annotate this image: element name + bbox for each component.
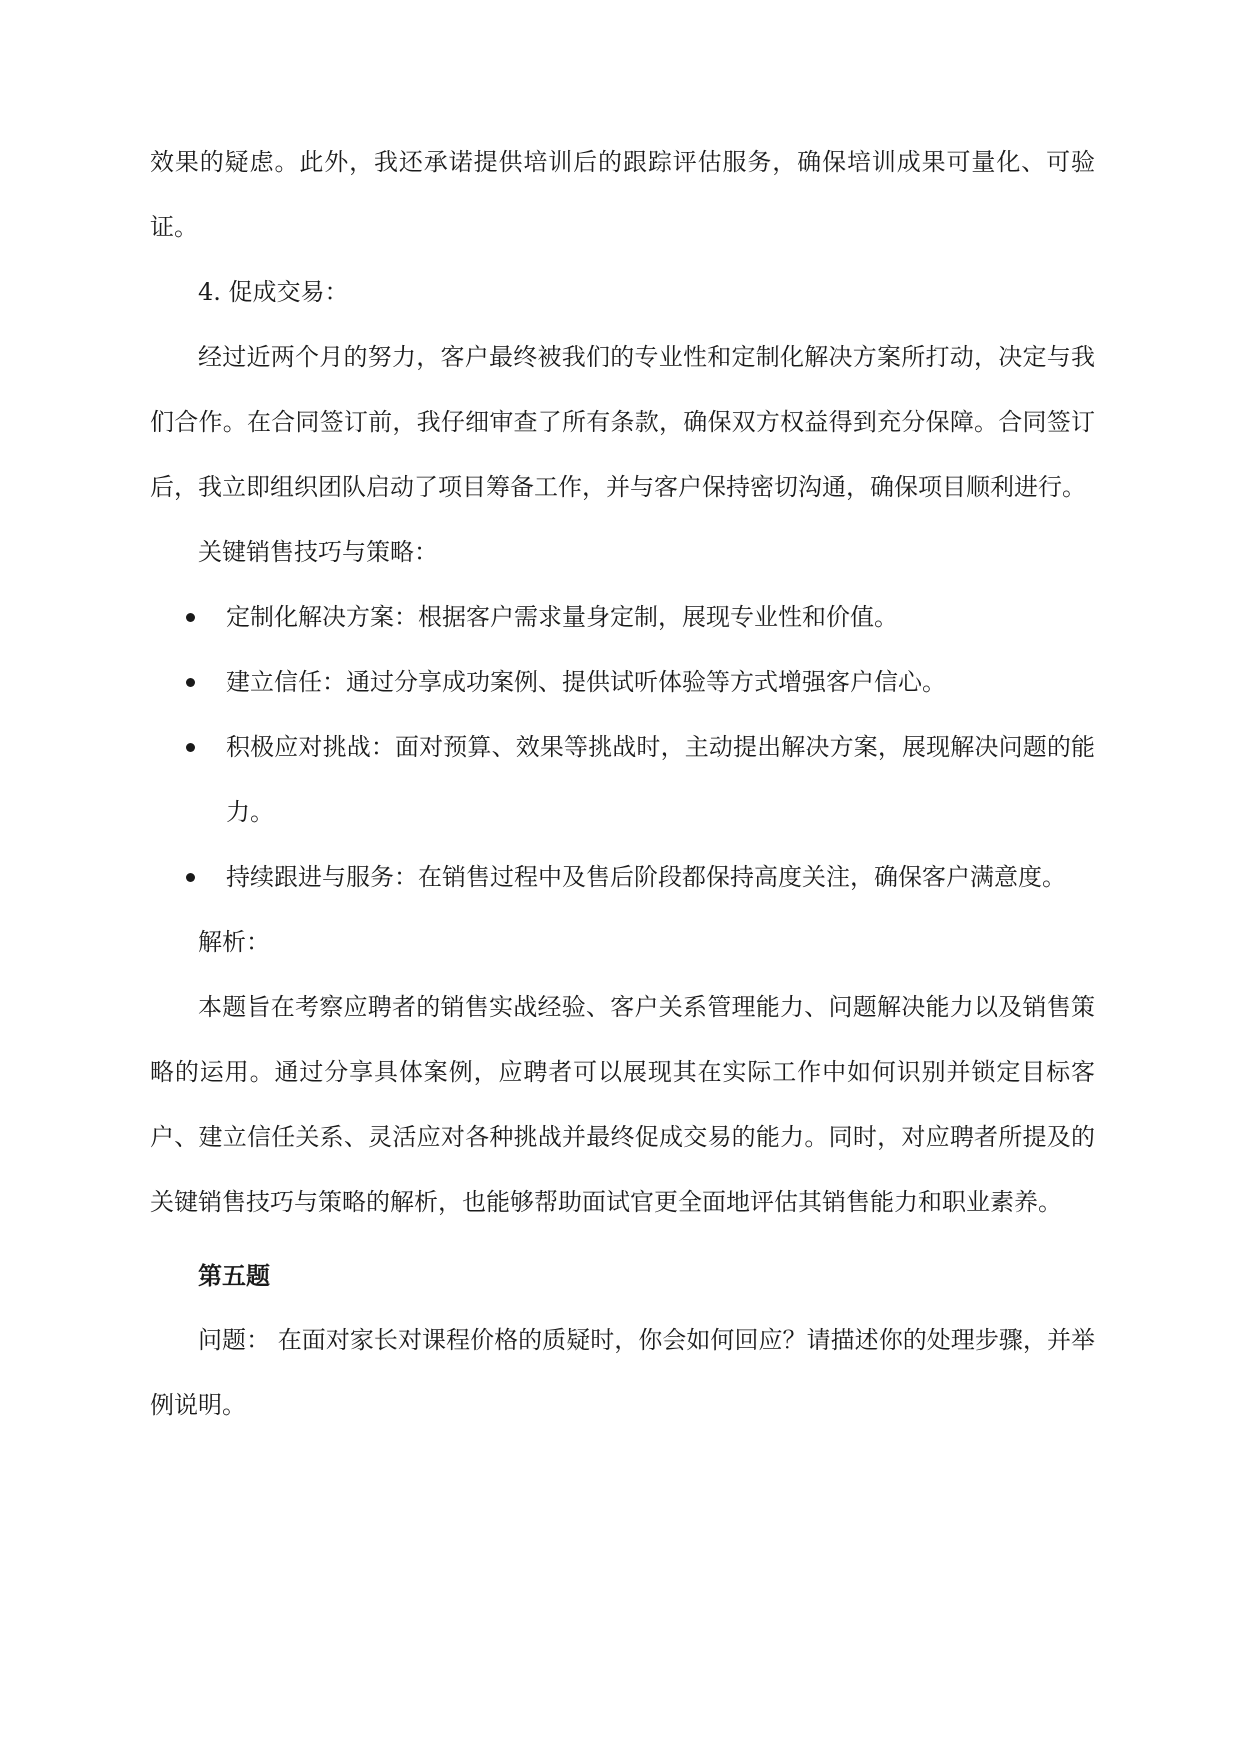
- list-item: [150, 585, 1095, 650]
- bullet-icon: [186, 873, 195, 882]
- bullet-icon: [186, 678, 195, 687]
- list-item-text: 建立信任：通过分享成功案例、提供试听体验等方式增强客户信心。: [226, 668, 946, 696]
- paragraph-analysis: 本题旨在考察应聘者的销售实战经验、客户关系管理能力、问题解决能力以及销售策略的运用。通过分享具体案例，应聘者可以展现其在实际工作中如何识别并锁定目标客户、建立信任关系、灵活应对各种挑战并最终促成交易的能力。同时，对应聘者所提及的关键销售技巧与策略的解析，也能够帮助面试官更全面地评估其销售能力和职业素养。: [150, 993, 1095, 1216]
- step-4-label: 4. 促成交易：: [198, 278, 349, 306]
- analysis-label: 解析：: [198, 928, 270, 956]
- bullet-icon: [186, 613, 195, 622]
- section-heading: 第五题: [198, 1261, 270, 1290]
- document-body: [150, 130, 1095, 1438]
- list-item-text: 持续跟进与服务：在销售过程中及售后阶段都保持高度关注，确保客户满意度。: [226, 863, 1066, 891]
- paragraph-close-deal: 经过近两个月的努力，客户最终被我们的专业性和定制化解决方案所打动，决定与我们合作。在合同签订前，我仔细审查了所有条款，确保双方权益得到充分保障。合同签订后，我立即组织团队启动了项目筹备工作，并与客户保持密切沟通，确保项目顺利进行。: [150, 343, 1095, 501]
- list-item: [150, 845, 1095, 910]
- paragraph-continuation: 效果的疑虑。此外，我还承诺提供培训后的跟踪评估服务，确保培训成果可量化、可验证。: [150, 148, 1095, 241]
- list-item: [150, 650, 1095, 715]
- list-item-text: 定制化解决方案：根据客户需求量身定制，展现专业性和价值。: [226, 603, 898, 631]
- question-text: 问题： 在面对家长对课程价格的质疑时，你会如何回应？请描述你的处理步骤，并举例说明。: [150, 1326, 1095, 1419]
- list-item-text: 积极应对挑战：面对预算、效果等挑战时，主动提出解决方案，展现解决问题的能力。: [226, 733, 1095, 826]
- list-item: [150, 715, 1095, 845]
- bullet-icon: [186, 743, 195, 752]
- key-skills-list: [150, 585, 1095, 910]
- key-skills-label: 关键销售技巧与策略：: [198, 538, 438, 566]
